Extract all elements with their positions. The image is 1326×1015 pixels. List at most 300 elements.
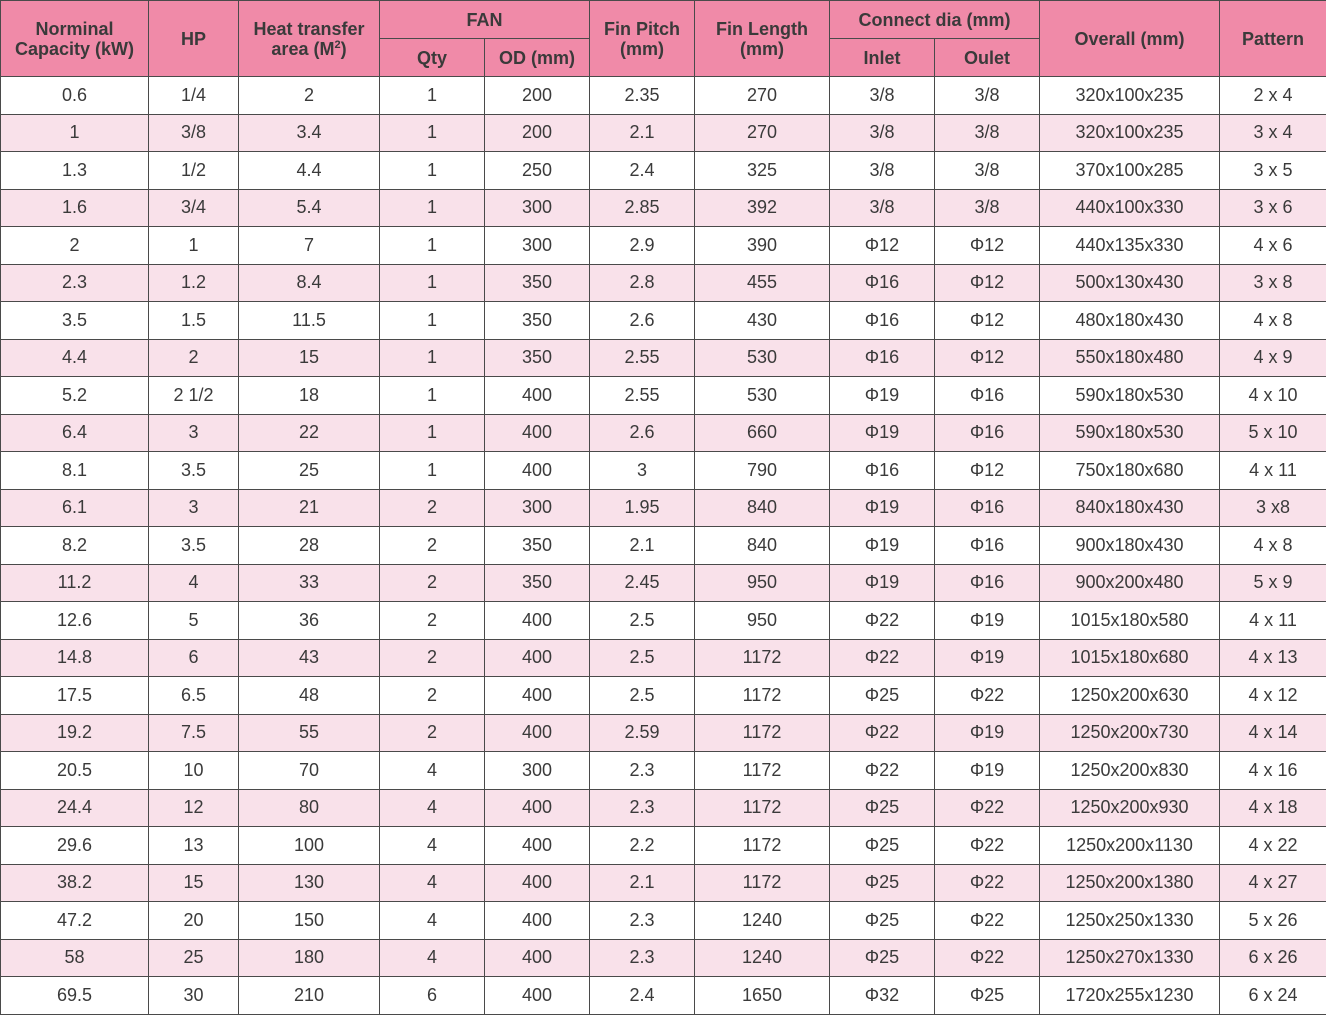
- cell-area: 180: [239, 939, 380, 977]
- cell-area: 21: [239, 489, 380, 527]
- cell-fan-qty: 1: [380, 77, 485, 115]
- table-row: [1, 714, 1326, 752]
- cell-capacity: 8.1: [1, 452, 149, 490]
- cell-fan-od: 350: [485, 564, 590, 602]
- cell-fin-pitch: 2.45: [590, 564, 695, 602]
- cell-inlet: Φ19: [830, 414, 935, 452]
- cell-fan-qty: 1: [380, 452, 485, 490]
- cell-fan-qty: 4: [380, 902, 485, 940]
- cell-overall: 480x180x430: [1040, 302, 1220, 340]
- cell-area: 28: [239, 527, 380, 565]
- cell-fin-pitch: 3: [590, 452, 695, 490]
- table-row: [1, 189, 1326, 227]
- cell-overall: 550x180x480: [1040, 339, 1220, 377]
- cell-area: 130: [239, 864, 380, 902]
- cell-outlet: Φ12: [935, 264, 1040, 302]
- cell-area: 4.4: [239, 152, 380, 190]
- cell-outlet: Φ19: [935, 714, 1040, 752]
- header-area-superscript: 2: [334, 39, 340, 51]
- table-row: [1, 114, 1326, 152]
- cell-hp: 6: [149, 639, 239, 677]
- cell-fan-od: 400: [485, 677, 590, 715]
- cell-fan-od: 400: [485, 452, 590, 490]
- cell-fin-pitch: 2.9: [590, 227, 695, 265]
- cell-capacity: 0.6: [1, 77, 149, 115]
- table-row: [1, 414, 1326, 452]
- cell-fin-length: 270: [695, 114, 830, 152]
- cell-pattern: 4 x 6: [1220, 227, 1326, 265]
- cell-capacity: 1.3: [1, 152, 149, 190]
- cell-overall: 900x180x430: [1040, 527, 1220, 565]
- table-row: [1, 377, 1326, 415]
- table-row: [1, 977, 1326, 1015]
- table-row: [1, 227, 1326, 265]
- cell-pattern: 2 x 4: [1220, 77, 1326, 115]
- cell-fan-od: 400: [485, 827, 590, 865]
- cell-capacity: 17.5: [1, 677, 149, 715]
- cell-fan-od: 300: [485, 227, 590, 265]
- table-row: [1, 264, 1326, 302]
- cell-fin-pitch: 2.1: [590, 864, 695, 902]
- cell-pattern: 5 x 9: [1220, 564, 1326, 602]
- cell-hp: 7.5: [149, 714, 239, 752]
- cell-fan-qty: 1: [380, 114, 485, 152]
- cell-hp: 4: [149, 564, 239, 602]
- table-row: [1, 77, 1326, 115]
- cell-fan-od: 400: [485, 377, 590, 415]
- cell-overall: 840x180x430: [1040, 489, 1220, 527]
- header-area-text: Heat transfer area (M: [253, 19, 364, 59]
- cell-fin-length: 530: [695, 377, 830, 415]
- cell-fin-length: 430: [695, 302, 830, 340]
- cell-fin-pitch: 2.6: [590, 414, 695, 452]
- cell-overall: 500x130x430: [1040, 264, 1220, 302]
- cell-fin-pitch: 2.3: [590, 902, 695, 940]
- cell-hp: 3: [149, 489, 239, 527]
- table-header: [1, 1, 1326, 77]
- cell-fin-pitch: 2.1: [590, 527, 695, 565]
- cell-outlet: Φ22: [935, 677, 1040, 715]
- cell-overall: 1250x270x1330: [1040, 939, 1220, 977]
- header-overall: Overall (mm): [1040, 1, 1220, 77]
- cell-fan-qty: 4: [380, 864, 485, 902]
- cell-pattern: 4 x 8: [1220, 302, 1326, 340]
- cell-outlet: Φ22: [935, 902, 1040, 940]
- cell-pattern: 4 x 10: [1220, 377, 1326, 415]
- cell-pattern: 3 x 6: [1220, 189, 1326, 227]
- cell-fin-length: 1172: [695, 789, 830, 827]
- cell-hp: 1: [149, 227, 239, 265]
- cell-capacity: 1: [1, 114, 149, 152]
- cell-fin-length: 660: [695, 414, 830, 452]
- cell-overall: 1250x200x1380: [1040, 864, 1220, 902]
- cell-fin-pitch: 2.3: [590, 752, 695, 790]
- table-row: [1, 489, 1326, 527]
- cell-outlet: Φ12: [935, 452, 1040, 490]
- cell-hp: 10: [149, 752, 239, 790]
- cell-overall: 440x135x330: [1040, 227, 1220, 265]
- cell-fin-pitch: 2.59: [590, 714, 695, 752]
- header-inlet: Inlet: [830, 39, 935, 77]
- header-fin-pitch: Fin Pitch (mm): [590, 1, 695, 77]
- cell-area: 25: [239, 452, 380, 490]
- cell-area: 2: [239, 77, 380, 115]
- cell-inlet: Φ19: [830, 564, 935, 602]
- cell-area: 150: [239, 902, 380, 940]
- cell-hp: 3: [149, 414, 239, 452]
- cell-fin-length: 790: [695, 452, 830, 490]
- cell-area: 36: [239, 602, 380, 640]
- cell-outlet: 3/8: [935, 189, 1040, 227]
- cell-fan-qty: 1: [380, 189, 485, 227]
- cell-inlet: Φ22: [830, 752, 935, 790]
- cell-overall: 370x100x285: [1040, 152, 1220, 190]
- cell-area: 3.4: [239, 114, 380, 152]
- cell-fan-qty: 4: [380, 789, 485, 827]
- cell-overall: 1250x250x1330: [1040, 902, 1220, 940]
- cell-fan-qty: 2: [380, 527, 485, 565]
- cell-capacity: 2: [1, 227, 149, 265]
- cell-fin-length: 950: [695, 564, 830, 602]
- cell-outlet: Φ16: [935, 527, 1040, 565]
- cell-hp: 12: [149, 789, 239, 827]
- cell-overall: 1250x200x630: [1040, 677, 1220, 715]
- cell-fin-length: 390: [695, 227, 830, 265]
- cell-fin-length: 1172: [695, 714, 830, 752]
- cell-inlet: Φ25: [830, 939, 935, 977]
- cell-outlet: Φ19: [935, 639, 1040, 677]
- table-row: [1, 827, 1326, 865]
- cell-fin-length: 1650: [695, 977, 830, 1015]
- cell-area: 7: [239, 227, 380, 265]
- cell-hp: 13: [149, 827, 239, 865]
- table-row: [1, 752, 1326, 790]
- cell-fan-qty: 4: [380, 827, 485, 865]
- cell-outlet: Φ12: [935, 227, 1040, 265]
- cell-outlet: Φ22: [935, 789, 1040, 827]
- cell-fan-qty: 1: [380, 377, 485, 415]
- table-row: [1, 527, 1326, 565]
- cell-overall: 1250x200x830: [1040, 752, 1220, 790]
- header-fan-group: FAN: [380, 1, 590, 39]
- cell-hp: 1/2: [149, 152, 239, 190]
- cell-fin-length: 1172: [695, 752, 830, 790]
- cell-outlet: Φ19: [935, 602, 1040, 640]
- header-fan-qty: Qty: [380, 39, 485, 77]
- cell-inlet: Φ12: [830, 227, 935, 265]
- cell-hp: 2 1/2: [149, 377, 239, 415]
- cell-fan-od: 400: [485, 414, 590, 452]
- cell-area: 8.4: [239, 264, 380, 302]
- cell-hp: 3.5: [149, 452, 239, 490]
- cell-fan-od: 200: [485, 114, 590, 152]
- cell-inlet: Φ22: [830, 714, 935, 752]
- header-fin-length: Fin Length (mm): [695, 1, 830, 77]
- cell-overall: 320x100x235: [1040, 114, 1220, 152]
- cell-fin-pitch: 2.35: [590, 77, 695, 115]
- table-row: [1, 452, 1326, 490]
- cell-fan-od: 350: [485, 264, 590, 302]
- header-connect-group: Connect dia (mm): [830, 1, 1040, 39]
- cell-pattern: 4 x 27: [1220, 864, 1326, 902]
- table-row: [1, 564, 1326, 602]
- cell-hp: 2: [149, 339, 239, 377]
- cell-fan-qty: 1: [380, 414, 485, 452]
- cell-fin-length: 1172: [695, 677, 830, 715]
- table-body: [1, 77, 1326, 1015]
- cell-pattern: 3 x 5: [1220, 152, 1326, 190]
- cell-fan-qty: 1: [380, 227, 485, 265]
- cell-inlet: Φ19: [830, 527, 935, 565]
- cell-fan-od: 400: [485, 864, 590, 902]
- header-hp: HP: [149, 1, 239, 77]
- cell-fan-od: 400: [485, 602, 590, 640]
- cell-fin-pitch: 2.4: [590, 977, 695, 1015]
- cell-fin-length: 530: [695, 339, 830, 377]
- cell-fan-qty: 1: [380, 302, 485, 340]
- cell-outlet: 3/8: [935, 152, 1040, 190]
- cell-inlet: Φ16: [830, 452, 935, 490]
- cell-fin-length: 392: [695, 189, 830, 227]
- cell-area: 18: [239, 377, 380, 415]
- cell-capacity: 2.3: [1, 264, 149, 302]
- cell-fin-pitch: 1.95: [590, 489, 695, 527]
- cell-outlet: Φ16: [935, 377, 1040, 415]
- cell-pattern: 4 x 11: [1220, 452, 1326, 490]
- table-row: [1, 677, 1326, 715]
- cell-hp: 5: [149, 602, 239, 640]
- cell-capacity: 6.1: [1, 489, 149, 527]
- cell-fin-length: 1172: [695, 864, 830, 902]
- cell-outlet: Φ25: [935, 977, 1040, 1015]
- cell-hp: 3/8: [149, 114, 239, 152]
- cell-pattern: 3 x8: [1220, 489, 1326, 527]
- cell-fan-qty: 1: [380, 339, 485, 377]
- cell-fin-pitch: 2.5: [590, 639, 695, 677]
- cell-fan-od: 300: [485, 489, 590, 527]
- cell-fin-length: 840: [695, 489, 830, 527]
- cell-outlet: Φ12: [935, 302, 1040, 340]
- cell-fan-qty: 4: [380, 939, 485, 977]
- cell-capacity: 20.5: [1, 752, 149, 790]
- cell-fan-qty: 2: [380, 602, 485, 640]
- cell-area: 48: [239, 677, 380, 715]
- cell-overall: 1250x200x1130: [1040, 827, 1220, 865]
- cell-fin-length: 1240: [695, 902, 830, 940]
- table-row: [1, 152, 1326, 190]
- cell-inlet: 3/8: [830, 152, 935, 190]
- cell-fan-qty: 2: [380, 489, 485, 527]
- cell-overall: 590x180x530: [1040, 414, 1220, 452]
- cell-outlet: Φ16: [935, 564, 1040, 602]
- cell-overall: 320x100x235: [1040, 77, 1220, 115]
- cell-capacity: 4.4: [1, 339, 149, 377]
- cell-capacity: 1.6: [1, 189, 149, 227]
- cell-area: 15: [239, 339, 380, 377]
- cell-pattern: 3 x 4: [1220, 114, 1326, 152]
- cell-inlet: 3/8: [830, 114, 935, 152]
- cell-pattern: 4 x 22: [1220, 827, 1326, 865]
- cell-pattern: 5 x 26: [1220, 902, 1326, 940]
- cell-capacity: 14.8: [1, 639, 149, 677]
- cell-fan-od: 300: [485, 189, 590, 227]
- cell-fin-pitch: 2.3: [590, 789, 695, 827]
- cell-capacity: 24.4: [1, 789, 149, 827]
- cell-area: 80: [239, 789, 380, 827]
- cell-hp: 6.5: [149, 677, 239, 715]
- cell-fin-pitch: 2.55: [590, 377, 695, 415]
- cell-fin-pitch: 2.5: [590, 602, 695, 640]
- cell-hp: 1.2: [149, 264, 239, 302]
- cell-fan-qty: 6: [380, 977, 485, 1015]
- cell-pattern: 5 x 10: [1220, 414, 1326, 452]
- cell-overall: 590x180x530: [1040, 377, 1220, 415]
- cell-inlet: Φ19: [830, 377, 935, 415]
- cell-area: 11.5: [239, 302, 380, 340]
- cell-outlet: Φ22: [935, 827, 1040, 865]
- cell-area: 22: [239, 414, 380, 452]
- cell-fin-length: 1240: [695, 939, 830, 977]
- cell-inlet: Φ16: [830, 264, 935, 302]
- cell-pattern: 4 x 16: [1220, 752, 1326, 790]
- header-area-close: ): [341, 39, 347, 59]
- cell-capacity: 29.6: [1, 827, 149, 865]
- cell-fan-qty: 4: [380, 752, 485, 790]
- cell-capacity: 3.5: [1, 302, 149, 340]
- cell-fin-pitch: 2.8: [590, 264, 695, 302]
- cell-inlet: Φ19: [830, 489, 935, 527]
- cell-fan-qty: 2: [380, 564, 485, 602]
- table-row: [1, 639, 1326, 677]
- cell-inlet: 3/8: [830, 77, 935, 115]
- cell-overall: 900x200x480: [1040, 564, 1220, 602]
- cell-fin-pitch: 2.3: [590, 939, 695, 977]
- table-row: [1, 864, 1326, 902]
- table-row: [1, 339, 1326, 377]
- cell-overall: 1015x180x680: [1040, 639, 1220, 677]
- cell-outlet: Φ16: [935, 489, 1040, 527]
- header-capacity: Norminal Capacity (kW): [1, 1, 149, 77]
- cell-inlet: Φ22: [830, 639, 935, 677]
- cell-hp: 25: [149, 939, 239, 977]
- cell-area: 43: [239, 639, 380, 677]
- table-row: [1, 302, 1326, 340]
- cell-fan-od: 200: [485, 77, 590, 115]
- cell-overall: 1015x180x580: [1040, 602, 1220, 640]
- cell-capacity: 12.6: [1, 602, 149, 640]
- cell-overall: 440x100x330: [1040, 189, 1220, 227]
- table-row: [1, 902, 1326, 940]
- cell-inlet: 3/8: [830, 189, 935, 227]
- cell-fin-length: 1172: [695, 639, 830, 677]
- cell-outlet: 3/8: [935, 77, 1040, 115]
- cell-pattern: 4 x 8: [1220, 527, 1326, 565]
- cell-pattern: 4 x 18: [1220, 789, 1326, 827]
- table-row: [1, 789, 1326, 827]
- cell-fan-od: 400: [485, 789, 590, 827]
- cell-fan-qty: 1: [380, 152, 485, 190]
- cell-fan-qty: 2: [380, 714, 485, 752]
- cell-fan-od: 350: [485, 339, 590, 377]
- cell-fan-od: 350: [485, 302, 590, 340]
- cell-capacity: 6.4: [1, 414, 149, 452]
- cell-fan-od: 400: [485, 714, 590, 752]
- cell-fan-od: 400: [485, 639, 590, 677]
- header-fan-od: OD (mm): [485, 39, 590, 77]
- cell-outlet: Φ16: [935, 414, 1040, 452]
- table-row: [1, 602, 1326, 640]
- cell-capacity: 8.2: [1, 527, 149, 565]
- cell-fan-qty: 1: [380, 264, 485, 302]
- cell-pattern: 4 x 13: [1220, 639, 1326, 677]
- cell-area: 100: [239, 827, 380, 865]
- cell-inlet: Φ22: [830, 602, 935, 640]
- cell-fin-pitch: 2.2: [590, 827, 695, 865]
- cell-hp: 20: [149, 902, 239, 940]
- cell-pattern: 6 x 24: [1220, 977, 1326, 1015]
- cell-fin-length: 455: [695, 264, 830, 302]
- cell-hp: 3/4: [149, 189, 239, 227]
- cell-fin-pitch: 2.5: [590, 677, 695, 715]
- cell-overall: 750x180x680: [1040, 452, 1220, 490]
- cell-fan-od: 400: [485, 939, 590, 977]
- cell-fin-length: 840: [695, 527, 830, 565]
- cell-outlet: Φ22: [935, 939, 1040, 977]
- cell-fin-pitch: 2.4: [590, 152, 695, 190]
- cell-outlet: Φ19: [935, 752, 1040, 790]
- cell-fin-pitch: 2.6: [590, 302, 695, 340]
- cell-fin-length: 325: [695, 152, 830, 190]
- cell-area: 5.4: [239, 189, 380, 227]
- cell-inlet: Φ25: [830, 827, 935, 865]
- cell-capacity: 5.2: [1, 377, 149, 415]
- cell-capacity: 38.2: [1, 864, 149, 902]
- cell-outlet: Φ12: [935, 339, 1040, 377]
- cell-fan-od: 250: [485, 152, 590, 190]
- cell-fin-pitch: 2.55: [590, 339, 695, 377]
- cell-pattern: 4 x 11: [1220, 602, 1326, 640]
- cell-outlet: 3/8: [935, 114, 1040, 152]
- cell-overall: 1720x255x1230: [1040, 977, 1220, 1015]
- cell-inlet: Φ16: [830, 302, 935, 340]
- cell-pattern: 4 x 12: [1220, 677, 1326, 715]
- cell-fin-pitch: 2.85: [590, 189, 695, 227]
- cell-area: 33: [239, 564, 380, 602]
- cell-pattern: 6 x 26: [1220, 939, 1326, 977]
- cell-inlet: Φ25: [830, 864, 935, 902]
- cell-inlet: Φ32: [830, 977, 935, 1015]
- cell-area: 70: [239, 752, 380, 790]
- cell-capacity: 47.2: [1, 902, 149, 940]
- header-heat-transfer-area: [239, 1, 380, 77]
- cell-fin-length: 270: [695, 77, 830, 115]
- cell-fin-length: 950: [695, 602, 830, 640]
- cell-fan-od: 400: [485, 902, 590, 940]
- cell-inlet: Φ25: [830, 789, 935, 827]
- header-pattern: Pattern: [1220, 1, 1326, 77]
- cell-capacity: 69.5: [1, 977, 149, 1015]
- cell-hp: 3.5: [149, 527, 239, 565]
- cell-fin-length: 1172: [695, 827, 830, 865]
- cell-fan-qty: 2: [380, 677, 485, 715]
- header-outlet: Oulet: [935, 39, 1040, 77]
- cell-hp: 30: [149, 977, 239, 1015]
- cell-inlet: Φ25: [830, 677, 935, 715]
- cell-pattern: 4 x 9: [1220, 339, 1326, 377]
- cell-fan-od: 400: [485, 977, 590, 1015]
- cell-overall: 1250x200x930: [1040, 789, 1220, 827]
- cell-capacity: 58: [1, 939, 149, 977]
